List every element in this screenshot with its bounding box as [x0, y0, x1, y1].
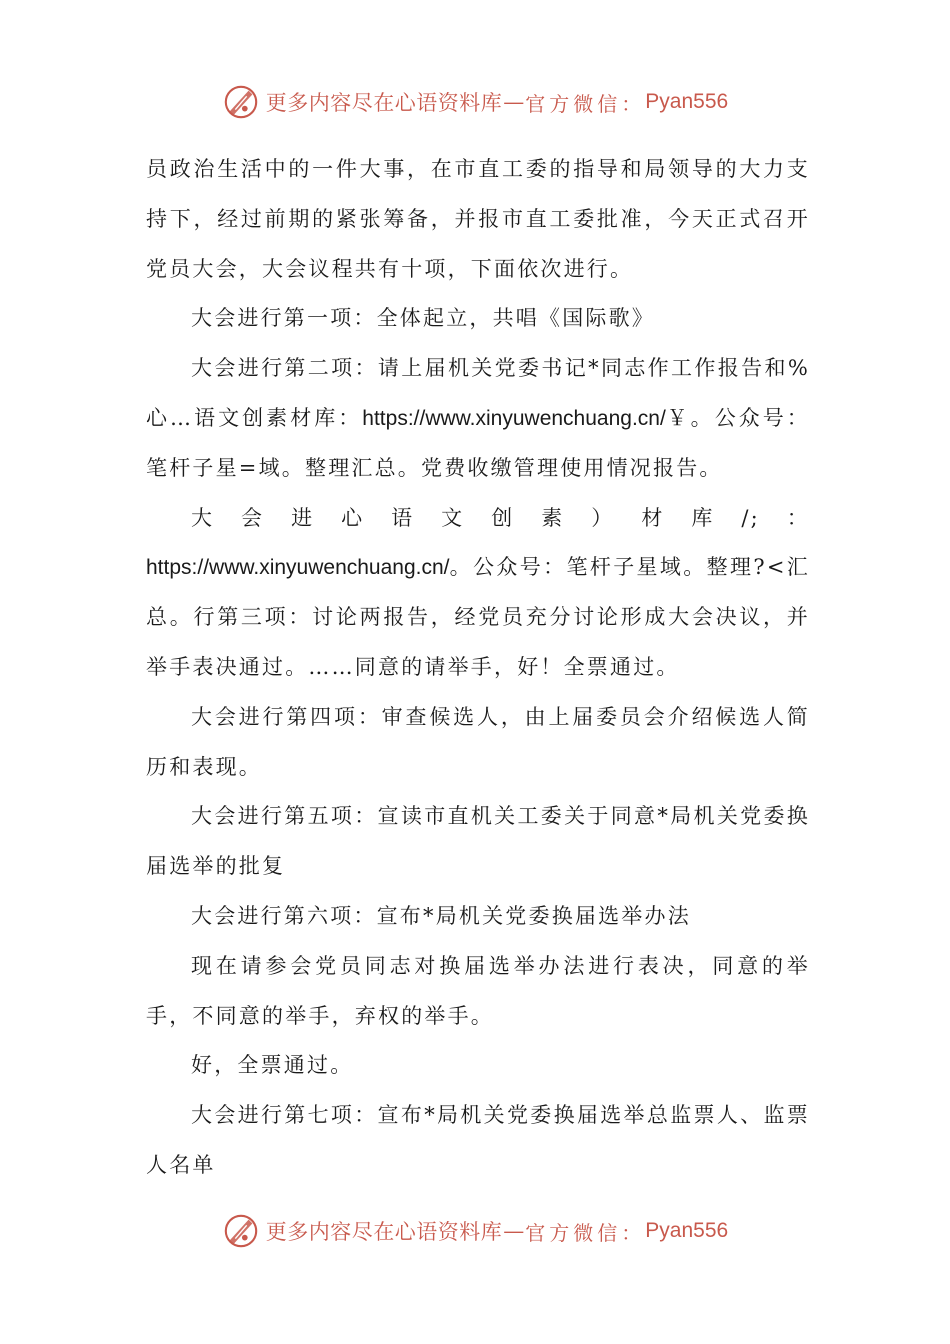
paragraph: 大会进行第五项：宣读市直机关工委关于同意*局机关党委换届选举的批复 [146, 804, 810, 879]
banner-wechat-label: 官方微信： [525, 1220, 646, 1245]
paragraph: 大会进行第六项：宣布*局机关党委换届选举办法 [191, 903, 691, 928]
banner-wechat-id: Pyan556 [645, 1219, 729, 1242]
banner-wechat-label: 官方微信： [525, 91, 646, 116]
banner-main-text: 更多内容尽在心语资料库 [265, 91, 503, 115]
paragraph: 大会进行第二项：请上届机关党委书记*同志作工作报告和%心…语文创素材库：https://www.xinyuwenchuang.cn/￥。公众号：笔杆子星=域。整理汇总。党费收缴管理使用情况报告。 [146, 356, 810, 480]
banner-dash: — [503, 90, 525, 114]
website-url: https://www.xinyuwenchuang.cn/ [146, 556, 450, 580]
paragraph: 好，全票通过。 [191, 1053, 354, 1078]
paragraph: 现在请参会党员同志对换届选举办法进行表决，同意的举手，不同意的举手，弃权的举手。 [146, 953, 810, 1028]
pen-logo-icon [222, 1212, 260, 1250]
header-watermark-banner [0, 80, 950, 124]
paragraph: 大会进心语文创素）材库/;：https://www.xinyuwenchuang.cn/。公众号：笔杆子星域。整理?<汇总。行第三项：讨论两报告，经党员充分讨论形成大会决议，并举手表决通过。……同意的请举手，好！全票通过。 [146, 505, 810, 679]
banner-wechat-id: Pyan556 [645, 90, 729, 113]
paragraph: 大会进行第一项：全体起立，共唱《国际歌》 [191, 306, 655, 331]
website-url: https://www.xinyuwenchuang.cn/ [362, 406, 666, 430]
paragraph: 员政治生活中的一件大事，在市直工委的指导和局领导的大力支持下，经过前期的紧张筹备，并报市直工委批准，今天正式召开党员大会，大会议程共有十项，下面依次进行。 [146, 157, 810, 281]
pen-logo-icon [222, 83, 260, 121]
paragraph: 大会进行第七项：宣布*局机关党委换届选举总监票人、监票人名单 [146, 1103, 810, 1177]
footer-watermark-banner [0, 1209, 950, 1253]
banner-dash: — [503, 1219, 525, 1243]
document-body [146, 145, 810, 1191]
banner-main-text: 更多内容尽在心语资料库 [265, 1220, 503, 1244]
paragraph: 大会进行第四项：审查候选人，由上届委员会介绍候选人简历和表现。 [146, 704, 810, 779]
